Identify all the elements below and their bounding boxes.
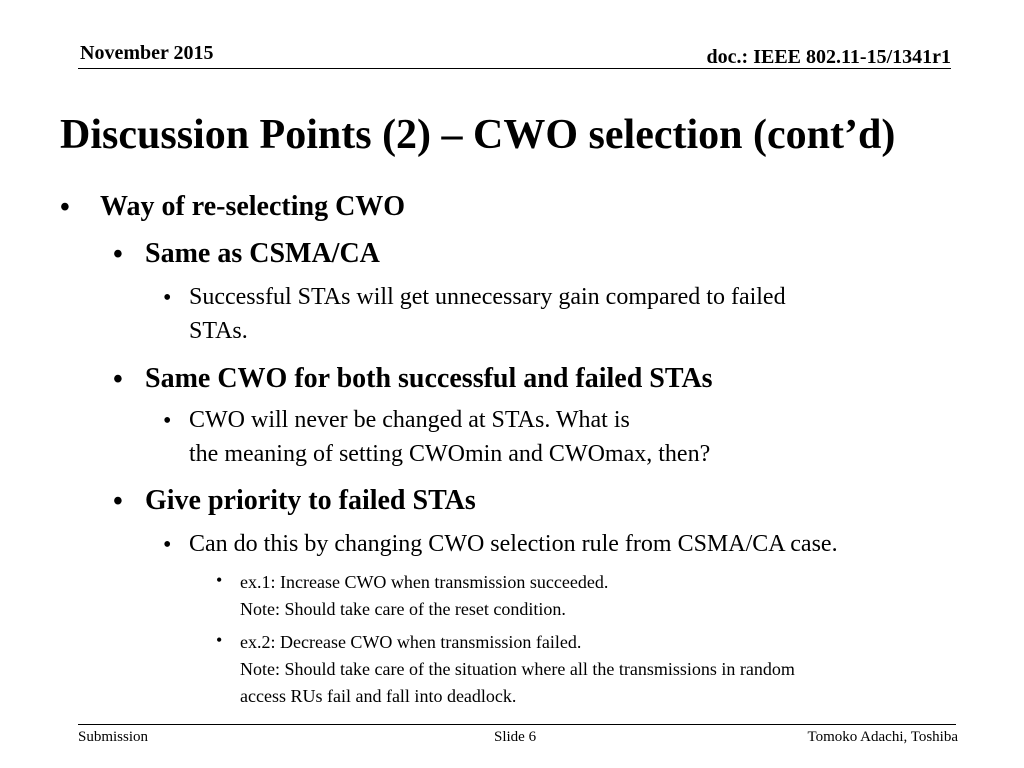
example-2-line-3: access RUs fail and fall into deadlock. [240,686,517,706]
example-1-line-2: Note: Should take care of the reset condition. [240,599,566,619]
bullet-marker: • [216,630,223,650]
header-doc-id: doc.: IEEE 802.11-15/1341r1 [706,46,951,68]
bullet-successful-stas-gain: Successful STAs will get unnecessary gain compared to failed [189,284,786,310]
bullet-change-cwo-rule: Can do this by changing CWO selection rule from CSMA/CA case. [189,531,838,557]
bullet-marker: • [163,285,172,311]
example-2-line-1: ex.2: Decrease CWO when transmission failed. [240,632,582,652]
bullet-cwo-never-changed-cont: the meaning of setting CWOmin and CWOmax, then? [189,441,711,467]
bullet-way-of-reselecting: Way of re-selecting CWO [100,191,406,222]
bullet-marker: • [113,486,123,517]
bullet-cwo-never-changed: CWO will never be changed at STAs. What is [189,407,630,433]
bullet-marker: • [163,532,172,558]
example-1-line-1: ex.1: Increase CWO when transmission succeeded. [240,572,609,592]
bullet-marker: • [60,192,70,223]
bullet-same-cwo: Same CWO for both successful and failed STAs [145,363,713,394]
slide-title: Discussion Points (2) – CWO selection (cont’d) [60,112,896,158]
footer-slide-number: Slide 6 [494,729,537,745]
bullet-marker: • [216,570,223,590]
bullet-marker: • [163,408,172,434]
footer-divider [78,724,956,725]
bullet-marker: • [113,239,123,270]
header-divider [78,68,951,69]
bullet-same-as-csma: Same as CSMA/CA [145,238,380,269]
header-date: November 2015 [80,42,214,64]
footer-submission: Submission [78,729,149,745]
footer-author: Tomoko Adachi, Toshiba [807,729,958,745]
bullet-marker: • [113,364,123,395]
bullet-successful-stas-gain-cont: STAs. [189,318,248,344]
bullet-give-priority: Give priority to failed STAs [145,485,476,516]
example-2-line-2: Note: Should take care of the situation where all the transmissions in random [240,659,795,679]
